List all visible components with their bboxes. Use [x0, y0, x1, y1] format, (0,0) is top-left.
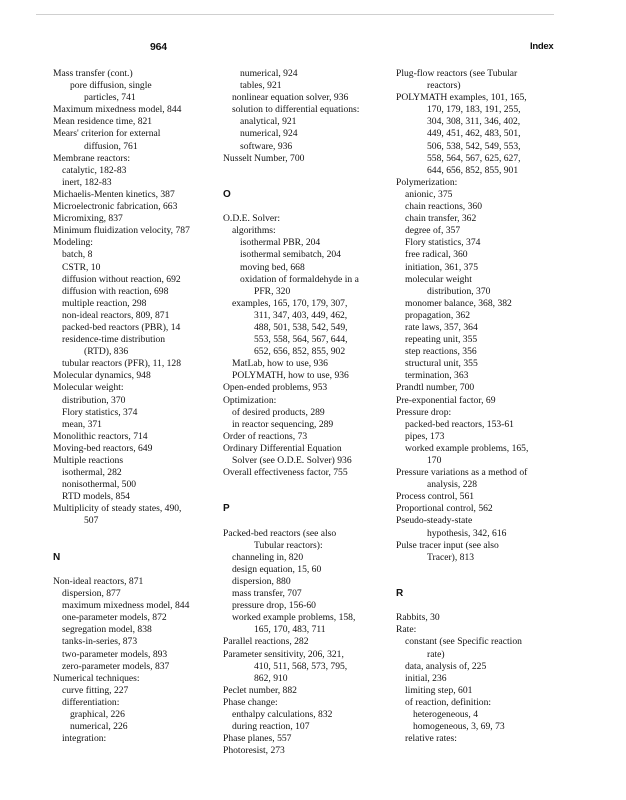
- top-rule: [36, 14, 554, 15]
- index-entry: nonisothermal, 500: [62, 479, 137, 491]
- spacer: [396, 576, 574, 588]
- index-entry: 506, 538, 542, 549, 553,: [427, 140, 521, 152]
- index-entry: distribution, 370: [62, 394, 126, 406]
- index-entry: Pseudo-steady-state: [396, 515, 473, 527]
- index-entry: distribution, 370: [427, 285, 491, 297]
- index-entry: Pulse tracer input (see also: [396, 539, 499, 551]
- index-entry: POLYMATH examples, 101, 165,: [396, 92, 527, 104]
- spacer: [53, 528, 225, 540]
- index-entry: of reaction, definition:: [405, 696, 492, 708]
- index-entry: molecular weight: [405, 273, 472, 285]
- index-entry: Molecular weight:: [53, 382, 124, 394]
- index-entry: POLYMATH, how to use, 936: [232, 370, 349, 382]
- index-entry: rate): [427, 648, 445, 660]
- index-entry: Tubular reactors):: [254, 539, 323, 551]
- index-entry: Mears' criterion for external: [53, 128, 161, 140]
- index-entry: anionic, 375: [405, 188, 453, 200]
- index-entry: multiple reaction, 298: [62, 297, 147, 309]
- index-entry: Polymerization:: [396, 176, 458, 188]
- index-entry: Flory statistics, 374: [62, 406, 138, 418]
- index-entry: numerical, 226: [70, 721, 128, 733]
- index-entry: Non-ideal reactors, 871: [53, 575, 144, 587]
- index-entry: oxidation of formaldehyde in a: [240, 273, 359, 285]
- index-entry: Minimum fluidization velocity, 787: [53, 225, 190, 237]
- index-entry: CSTR, 10: [62, 261, 101, 273]
- index-entry: Mean residence time, 821: [53, 116, 153, 128]
- index-entry: 652, 656, 852, 855, 902: [254, 346, 346, 358]
- index-entry: two-parameter models, 893: [62, 648, 168, 660]
- index-entry: graphical, 226: [70, 708, 125, 720]
- index-entry: dispersion, 877: [62, 588, 121, 600]
- index-entry: Tracer), 813: [427, 551, 475, 563]
- index-entry: Parameter sensitivity, 206, 321,: [223, 648, 344, 660]
- index-entry: nonlinear equation solver, 936: [232, 92, 349, 104]
- index-entry: Membrane reactors:: [53, 152, 130, 164]
- index-entry: 558, 564, 567, 625, 627,: [427, 152, 521, 164]
- index-entry: Multiplicity of steady states, 490,: [53, 503, 182, 515]
- index-entry: Pressure drop:: [396, 406, 452, 418]
- index-entry: 170, 179, 183, 191, 255,: [427, 104, 521, 116]
- index-entry: Modeling:: [53, 237, 93, 249]
- index-entry: channeling in, 820: [232, 551, 304, 563]
- index-entry: isothermal semibatch, 204: [240, 249, 341, 261]
- section-letter: O: [223, 188, 231, 200]
- index-entry: tanks-in-series, 873: [62, 636, 138, 648]
- index-entry: Peclet number, 882: [223, 684, 297, 696]
- index-entry: 304, 308, 311, 346, 402,: [427, 116, 521, 128]
- index-entry: Pressure variations as a method of: [396, 467, 528, 479]
- index-entry: data, analysis of, 225: [405, 660, 487, 672]
- index-entry: mass transfer, 707: [232, 588, 302, 600]
- index-entry: constant (see Specific reaction: [405, 636, 522, 648]
- index-entry: rate laws, 357, 364: [405, 321, 478, 333]
- index-entry: homogeneous, 3, 69, 73: [413, 721, 505, 733]
- index-entry: initial, 236: [405, 672, 447, 684]
- index-entry: Proportional control, 562: [396, 503, 493, 515]
- index-entry: solution to differential equations:: [232, 104, 360, 116]
- index-entry: free radical, 360: [405, 249, 468, 261]
- index-entry: 165, 170, 483, 711: [254, 624, 326, 636]
- index-entry: diffusion without reaction, 692: [62, 273, 181, 285]
- index-entry: Rabbits, 30: [396, 612, 440, 624]
- index-entry: zero-parameter models, 837: [62, 660, 170, 672]
- page-number: 964: [150, 41, 167, 53]
- index-entry: Rate:: [396, 624, 417, 636]
- spacer: [53, 540, 225, 552]
- index-entry: Micromixing, 837: [53, 213, 123, 225]
- index-entry: batch, 8: [62, 249, 93, 261]
- index-entry: propagation, 362: [405, 309, 471, 321]
- index-entry: curve fitting, 227: [62, 684, 129, 696]
- index-entry: 553, 558, 564, 567, 644,: [254, 334, 348, 346]
- index-entry: mean, 371: [62, 418, 102, 430]
- index-entry: in reactor sequencing, 289: [232, 418, 334, 430]
- index-entry: Phase change:: [223, 696, 278, 708]
- index-entry: tubular reactors (PFR), 11, 128: [62, 358, 182, 370]
- index-entry: PFR, 320: [254, 285, 291, 297]
- index-entry: tables, 921: [240, 80, 282, 92]
- index-entry: reactors): [427, 80, 461, 92]
- index-entry: packed-bed reactors (PBR), 14: [62, 321, 181, 333]
- index-entry: residence-time distribution: [62, 334, 166, 346]
- index-entry: numerical, 924: [240, 68, 298, 79]
- index-entry: Moving-bed reactors, 649: [53, 442, 153, 454]
- index-entry: pressure drop, 156-60: [232, 600, 316, 612]
- index-entry: software, 936: [240, 140, 293, 152]
- index-entry: 507: [84, 515, 99, 527]
- index-column-2: [223, 68, 395, 757]
- index-entry: 644, 656, 852, 855, 901: [427, 164, 519, 176]
- index-entry: isothermal PBR, 204: [240, 237, 321, 249]
- index-entry: Open-ended problems, 953: [223, 382, 328, 394]
- index-entry: RTD models, 854: [62, 491, 130, 503]
- spacer: [223, 201, 395, 213]
- index-entry: integration:: [62, 733, 107, 745]
- index-entry: Ordinary Differential Equation: [223, 442, 342, 454]
- index-entry: pore diffusion, single: [70, 80, 152, 92]
- index-entry: repeating unit, 355: [405, 334, 478, 346]
- index-entry: limiting step, 601: [405, 684, 473, 696]
- index-entry: monomer balance, 368, 382: [405, 297, 512, 309]
- index-entry: 311, 347, 403, 449, 462,: [254, 309, 348, 321]
- index-entry: hypothesis, 342, 616: [427, 527, 507, 539]
- index-entry: 410, 511, 568, 573, 795,: [254, 660, 348, 672]
- index-entry: chain reactions, 360: [405, 201, 482, 213]
- index-entry: Photoresist, 273: [223, 745, 285, 757]
- spacer: [396, 564, 574, 576]
- index-entry: Optimization:: [223, 394, 277, 406]
- index-entry: analysis, 228: [427, 479, 478, 491]
- index-entry: design equation, 15, 60: [232, 563, 322, 575]
- index-entry: O.D.E. Solver:: [223, 213, 281, 225]
- index-entry: algorithms:: [232, 225, 276, 237]
- index-entry: 488, 501, 538, 542, 549,: [254, 321, 348, 333]
- index-entry: Parallel reactions, 282: [223, 636, 309, 648]
- index-entry: Pre-exponential factor, 69: [396, 394, 496, 406]
- index-column-1: [53, 68, 225, 745]
- index-entry: differentiation:: [62, 696, 120, 708]
- index-entry: Packed-bed reactors (see also: [223, 527, 337, 539]
- index-column-3: [396, 68, 574, 745]
- index-entry: numerical, 924: [240, 128, 298, 140]
- index-entry: dispersion, 880: [232, 575, 291, 587]
- index-entry: Plug-flow reactors (see Tubular: [396, 68, 518, 79]
- spacer: [223, 479, 395, 491]
- index-entry: worked example problems, 158,: [232, 612, 356, 624]
- index-entry: worked example problems, 165,: [405, 442, 529, 454]
- index-entry: Flory statistics, 374: [405, 237, 481, 249]
- index-entry: termination, 363: [405, 370, 469, 382]
- index-entry: Maximum mixedness model, 844: [53, 104, 182, 116]
- index-entry: 862, 910: [254, 672, 288, 684]
- index-entry: structural unit, 355: [405, 358, 478, 370]
- index-entry: 449, 451, 462, 483, 501,: [427, 128, 521, 140]
- index-entry: segregation model, 838: [62, 624, 152, 636]
- index-entry: during reaction, 107: [232, 721, 310, 733]
- index-entry: Monolithic reactors, 714: [53, 430, 148, 442]
- index-entry: Michaelis-Menten kinetics, 387: [53, 188, 175, 200]
- index-entry: chain transfer, 362: [405, 213, 477, 225]
- index-entry: catalytic, 182-83: [62, 164, 127, 176]
- index-entry: (RTD), 836: [84, 346, 129, 358]
- running-title: Index: [530, 41, 554, 52]
- spacer: [53, 564, 225, 576]
- index-entry: packed-bed reactors, 153-61: [405, 418, 514, 430]
- index-entry: Order of reactions, 73: [223, 430, 308, 442]
- index-entry: relative rates:: [405, 733, 457, 745]
- index-entry: maximum mixedness model, 844: [62, 600, 190, 612]
- index-entry: Nusselt Number, 700: [223, 152, 305, 164]
- index-entry: initiation, 361, 375: [405, 261, 479, 273]
- index-entry: 170: [427, 455, 442, 466]
- index-entry: Process control, 561: [396, 491, 475, 503]
- spacer: [223, 491, 395, 503]
- spacer: [223, 165, 395, 177]
- index-entry: MatLab, how to use, 936: [232, 358, 328, 370]
- index-entry: Numerical techniques:: [53, 672, 140, 684]
- section-letter: R: [396, 588, 404, 600]
- index-entry: Prandtl number, 700: [396, 382, 475, 394]
- index-entry: Mass transfer (cont.): [53, 68, 133, 79]
- index-entry: pipes, 173: [405, 430, 445, 442]
- index-entry: Overall effectiveness factor, 755: [223, 467, 348, 479]
- index-entry: Microelectronic fabrication, 663: [53, 201, 178, 213]
- index-entry: enthalpy calculations, 832: [232, 708, 333, 720]
- index-entry: non-ideal reactors, 809, 871: [62, 309, 170, 321]
- index-entry: analytical, 921: [240, 116, 297, 128]
- index-entry: inert, 182-83: [62, 176, 112, 188]
- section-letter: N: [53, 551, 61, 563]
- index-entry: of desired products, 289: [232, 406, 325, 418]
- index-entry: diffusion, 761: [84, 140, 138, 152]
- index-entry: heterogeneous, 4: [413, 708, 479, 720]
- section-letter: P: [223, 503, 230, 515]
- index-entry: Multiple reactions: [53, 455, 124, 466]
- index-entry: examples, 165, 170, 179, 307,: [232, 297, 348, 309]
- index-entry: Solver (see O.D.E. Solver) 936: [232, 455, 352, 466]
- index-entry: Molecular dynamics, 948: [53, 370, 151, 382]
- index-entry: degree of, 357: [405, 225, 461, 237]
- index-entry: Phase planes, 557: [223, 733, 292, 745]
- index-entry: one-parameter models, 872: [62, 612, 167, 624]
- index-entry: step reactions, 356: [405, 346, 477, 358]
- index-entry: particles, 741: [84, 92, 136, 104]
- spacer: [396, 600, 574, 612]
- index-entry: moving bed, 668: [240, 261, 305, 273]
- spacer: [223, 177, 395, 189]
- index-entry: diffusion with reaction, 698: [62, 285, 169, 297]
- spacer: [223, 515, 395, 527]
- index-entry: isothermal, 282: [62, 467, 122, 479]
